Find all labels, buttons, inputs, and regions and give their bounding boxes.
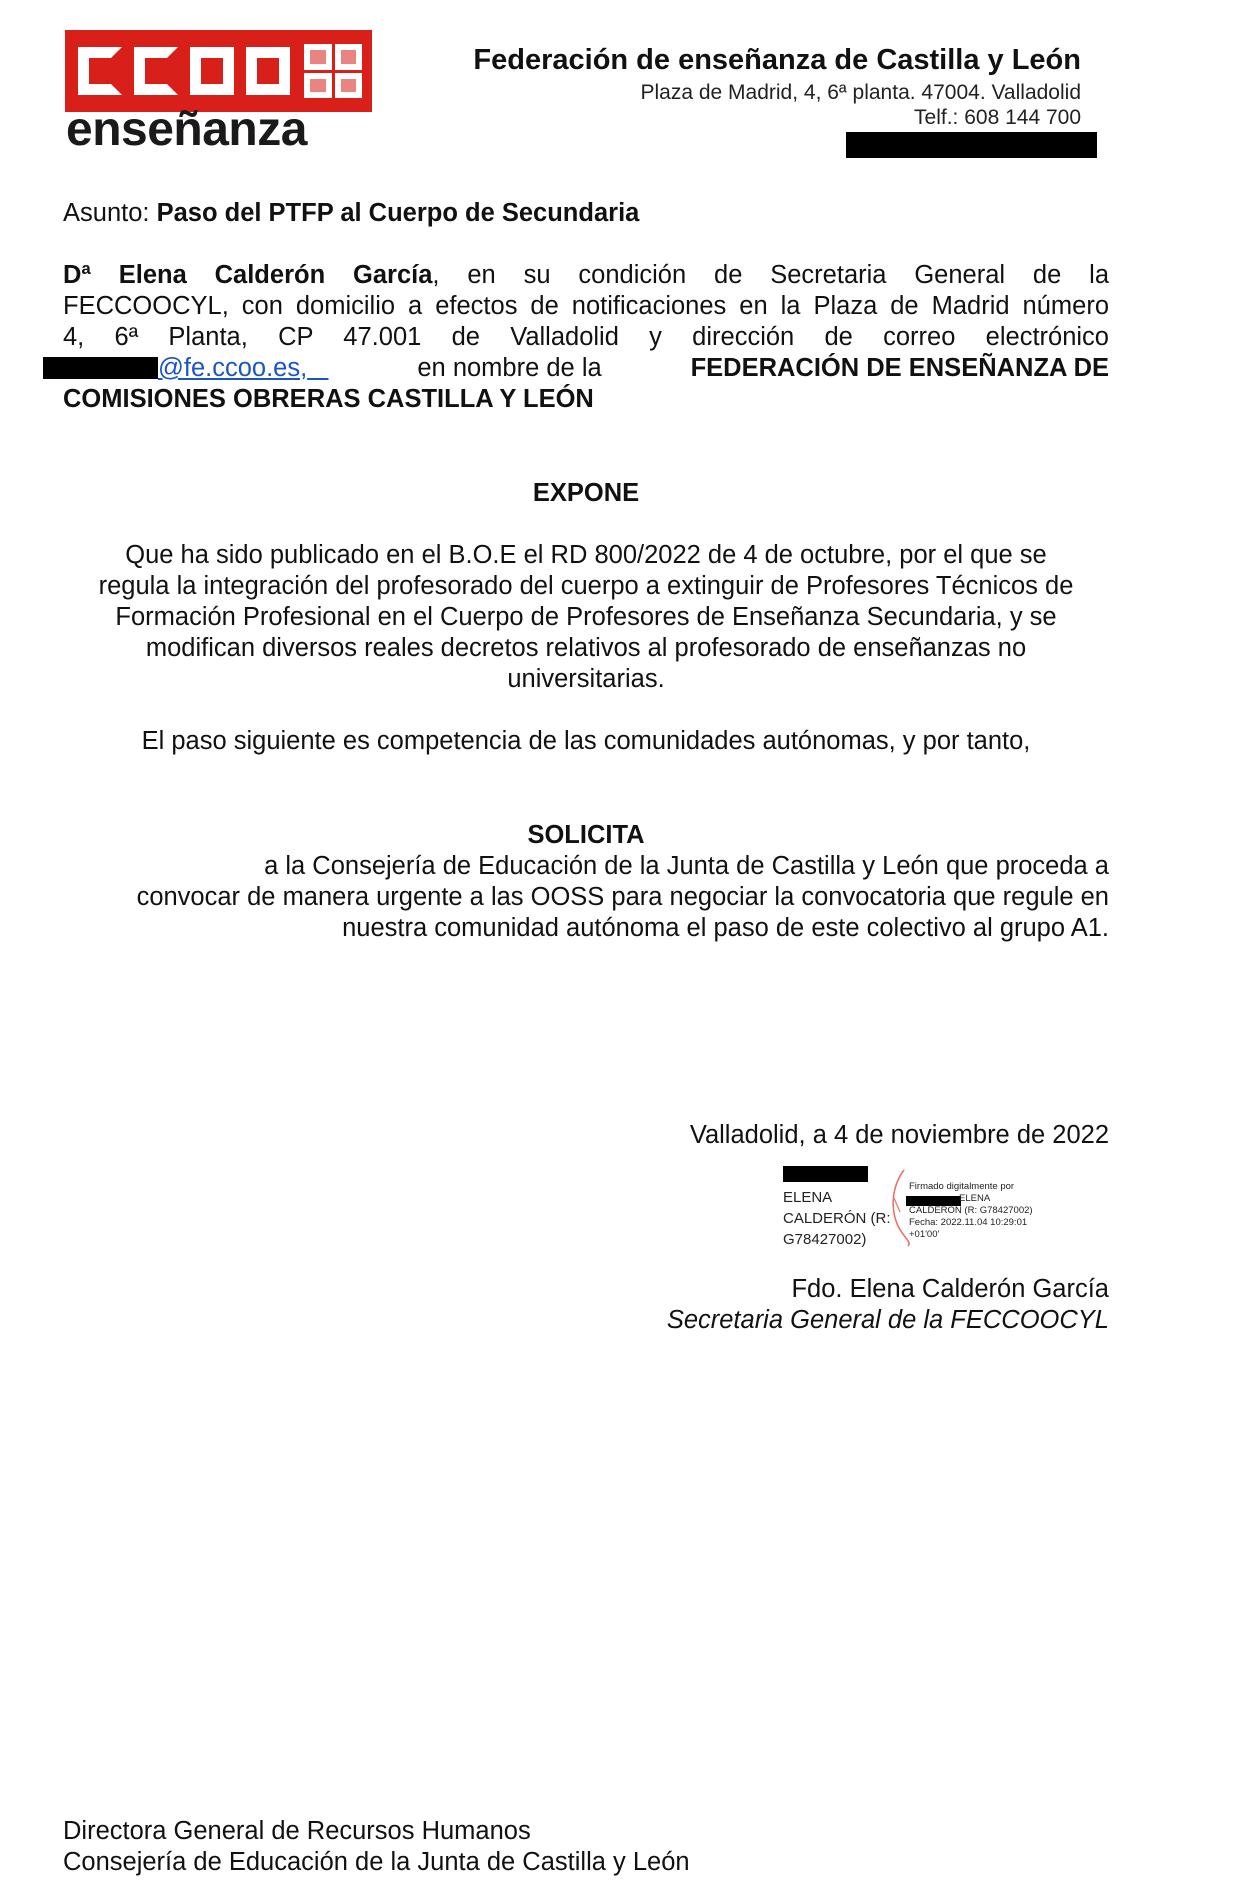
subject-label: Asunto:: [63, 199, 150, 227]
intro-line-1: [63, 260, 1109, 291]
signature-redaction: [783, 1166, 868, 1182]
logo-letter-c2: [134, 47, 178, 95]
solicita-heading: SOLICITA: [527, 821, 645, 849]
solicita-line-2: convocar de manera urgente a las OOSS para negociar la convocatoria que regule en: [136, 883, 1109, 911]
email-address[interactable]: [63, 353, 328, 384]
expone-line-1: Que ha sido publicado en el B.O.E el RD 800/2022 de 4 de octubre, por el que se: [125, 541, 1047, 569]
place-date: Valladolid, a 4 de noviembre de 2022: [689, 1121, 1109, 1149]
expone-line-2: regula la integración del profesorado del cuerpo a extinguir de Profesores Técnicos de: [98, 572, 1074, 600]
sig-detail: +01'00': [909, 1229, 940, 1240]
email-domain-link[interactable]: @fe.ccoo.es,: [158, 354, 308, 382]
castilla-leon-crest-icon: [304, 44, 362, 98]
solicita-line-3: nuestra comunidad autónoma el paso de este colectivo al grupo A1.: [342, 914, 1109, 942]
sig-detail: Firmado digitalmente por: [909, 1181, 1015, 1192]
applicant-name: Dª Elena Calderón García: [63, 261, 433, 289]
redaction-bar: [846, 132, 1097, 158]
intro-line-2: FECCOOCYL, con domicilio a efectos de notificaciones en la Plaza de Madrid número: [63, 292, 1109, 320]
sig-detail: ELENA: [959, 1193, 991, 1204]
expone-heading: EXPONE: [532, 479, 640, 507]
email-redaction: [43, 357, 158, 379]
signer-role: Secretaria General de la FECCOOCYL: [666, 1306, 1109, 1334]
digital-signature-details: [909, 1181, 1033, 1241]
sig-detail: Fecha: 2022.11.04 10:29:01: [909, 1217, 1028, 1228]
ccoo-logo-letters: [78, 47, 290, 95]
recipient-line-2: Consejería de Educación de la Junta de Castilla y León: [63, 1848, 690, 1876]
expone-line-3: Formación Profesional en el Cuerpo de Profesores de Enseñanza Secundaria, y se: [115, 603, 1057, 631]
intro-text: , en su condición de Secretaria General de la: [432, 261, 1110, 289]
organization-title: Federación de enseñanza de Castilla y León: [473, 44, 1081, 76]
logo-letter-c1: [78, 47, 122, 95]
sig-line: CALDERÓN (R:: [783, 1210, 891, 1227]
logo-wordmark: enseñanza: [66, 103, 307, 156]
solicita-line-1: a la Consejería de Educación de la Junta de Castilla y León que proceda a: [264, 852, 1109, 880]
logo-letter-o1: [190, 47, 234, 95]
federation-name-part1: FEDERACIÓN DE ENSEÑANZA DE: [690, 354, 1109, 382]
logo-letter-o2: [246, 47, 290, 95]
sig-line: ELENA: [783, 1189, 833, 1206]
intro-line-3: 4, 6ª Planta, CP 47.001 de Valladolid y dirección de correo electrónico: [63, 323, 1109, 351]
recipient-line-1: Directora General de Recursos Humanos: [63, 1817, 531, 1845]
intro-line-4: [63, 353, 1109, 384]
expone-line-5: universitarias.: [507, 665, 665, 693]
intro-line-4-mid: en nombre de la: [417, 354, 602, 382]
organization-phone: Telf.: 608 144 700: [914, 106, 1081, 129]
subject-line: [63, 198, 1109, 229]
signed-by: Fdo. Elena Calderón García: [791, 1275, 1109, 1303]
expone-followup: El paso siguiente es competencia de las comunidades autónomas, y por tanto,: [141, 727, 1031, 755]
subject-title: Paso del PTFP al Cuerpo de Secundaria: [156, 199, 640, 227]
expone-line-4: modifican diversos reales decretos relativos al profesorado de enseñanzas no: [145, 634, 1027, 662]
federation-name-part2: COMISIONES OBRERAS CASTILLA Y LEÓN: [63, 385, 594, 413]
sig-line: G78427002): [783, 1231, 867, 1248]
organization-address: Plaza de Madrid, 4, 6ª planta. 47004. Valladolid: [640, 81, 1081, 104]
signature-name-block: [783, 1187, 891, 1250]
sig-detail: CALDERÓN (R: G78427002): [909, 1205, 1033, 1216]
